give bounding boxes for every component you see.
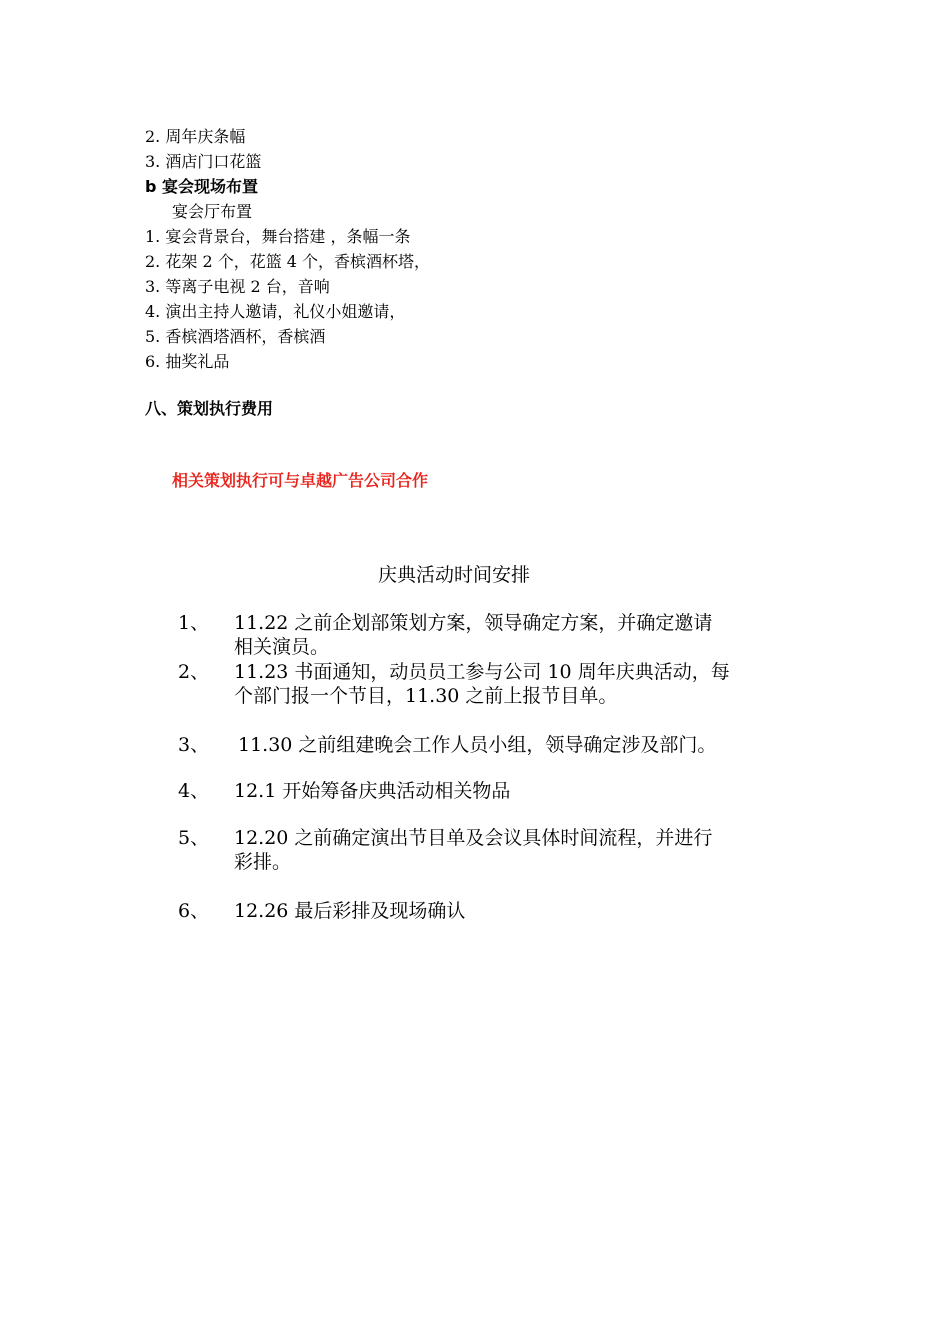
section-8-heading: 八、策划执行费用 (145, 399, 274, 418)
section-b-subtitle: 宴会厅布置 (172, 202, 253, 221)
schedule-item-5-line-2: 彩排。 (234, 851, 292, 873)
schedule-item-1-line-2: 相关演员。 (234, 636, 330, 658)
section-b-item-2: 2. 花架 2 个，花篮 4 个，香槟酒杯塔， (145, 252, 431, 271)
schedule-item-3-number: 3、 (178, 734, 210, 756)
schedule-item-4-number: 4、 (178, 780, 210, 802)
section-b-heading: b 宴会现场布置 (145, 177, 259, 196)
schedule-item-3-line-1: 11.30 之前组建晚会工作人员小组，领导确定涉及部门。 (238, 734, 717, 756)
schedule-item-1-number: 1、 (178, 612, 210, 634)
schedule-title: 庆典活动时间安排 (378, 564, 531, 586)
section-b-item-1: 1. 宴会背景台，舞台搭建 ，条幅一条 (145, 227, 411, 246)
section-b-item-5: 5. 香槟酒塔酒杯，香槟酒 (145, 327, 326, 346)
schedule-item-2-number: 2、 (178, 661, 210, 683)
schedule-item-1-line-1: 11.22 之前企划部策划方案，领导确定方案，并确定邀请 (234, 612, 713, 634)
section-b-item-6: 6. 抽奖礼品 (145, 352, 230, 371)
section-8-note: 相关策划执行可与卓越广告公司合作 (172, 471, 429, 490)
list-item-banner: 2. 周年庆条幅 (145, 127, 246, 146)
section-b-item-3: 3. 等离子电视 2 台，音响 (145, 277, 330, 296)
schedule-item-2-line-1: 11.23 书面通知，动员员工参与公司 10 周年庆典活动，每 (234, 661, 730, 683)
schedule-item-6-line-1: 12.26 最后彩排及现场确认 (234, 900, 466, 922)
schedule-item-5-line-1: 12.20 之前确定演出节目单及会议具体时间流程，并进行 (234, 827, 713, 849)
schedule-item-2-line-2: 个部门报一个节目，11.30 之前上报节目单。 (234, 685, 618, 707)
schedule-item-6-number: 6、 (178, 900, 210, 922)
section-b-item-4: 4. 演出主持人邀请，礼仪小姐邀请， (145, 302, 406, 321)
list-item-flower-basket: 3. 酒店门口花篮 (145, 152, 262, 171)
schedule-item-4-line-1: 12.1 开始筹备庆典活动相关物品 (234, 780, 511, 802)
schedule-item-5-number: 5、 (178, 827, 210, 849)
